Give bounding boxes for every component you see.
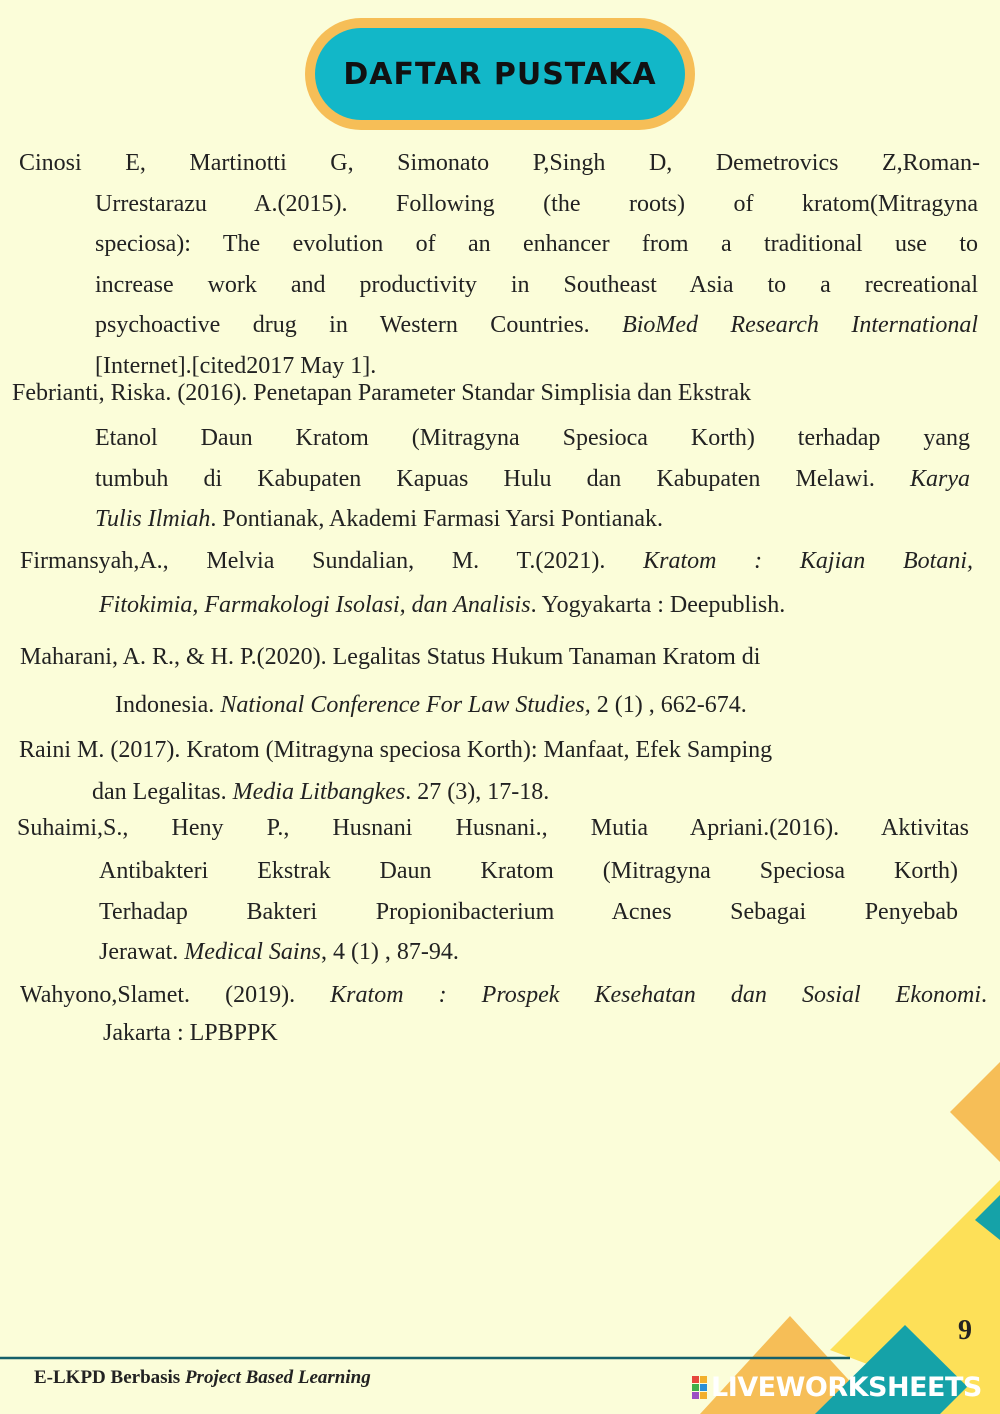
reference-line: dan Legalitas. Media Litbangkes. 27 (3), 17-18. bbox=[92, 779, 550, 805]
footer-label: E-LKPD Berbasis Project Based Learning bbox=[34, 1367, 371, 1388]
reference-item bbox=[0, 541, 1000, 582]
reference-line: Jerawat. Medical Sains, 4 (1) , 87-94. bbox=[99, 939, 459, 965]
reference-item bbox=[0, 975, 1000, 1016]
reference-item bbox=[0, 808, 1000, 849]
reference-item-continued bbox=[0, 1013, 1000, 1054]
reference-item-continued bbox=[0, 685, 1000, 726]
reference-line: Suhaimi,S., Heny P., Husnani Husnani., Mutia Apriani.(2016). Aktivitas bbox=[17, 815, 969, 841]
title-pill bbox=[315, 28, 685, 120]
reference-line: [Internet].[cited2017 May 1]. bbox=[95, 352, 377, 379]
reference-line: Maharani, A. R., & H. P.(2020). Legalitas Status Hukum Tanaman Kratom di bbox=[20, 644, 761, 670]
liveworksheets-brand[interactable] bbox=[692, 1372, 982, 1403]
reference-line: Antibakteri Ekstrak Daun Kratom (Mitragyna Speciosa Korth) bbox=[99, 858, 958, 884]
reference-line: tumbuh di Kabupaten Kapuas Hulu dan Kabupaten Melawi. Karya bbox=[95, 465, 970, 492]
liveworksheets-logo-icon bbox=[692, 1376, 707, 1399]
reference-line: Jakarta : LPBPPK bbox=[103, 1020, 278, 1046]
reference-line: Wahyono,Slamet. (2019). Kratom : Prospek Kesehatan dan Sosial Ekonomi. bbox=[20, 982, 987, 1008]
reference-item bbox=[0, 730, 1000, 771]
reference-item bbox=[0, 373, 1000, 414]
liveworksheets-text: LIVEWORKSHEETS bbox=[711, 1372, 982, 1403]
reference-line: Etanol Daun Kratom (Mitragyna Spesioca Korth) terhadap yang bbox=[95, 425, 970, 451]
reference-item-continued bbox=[0, 418, 1000, 540]
reference-line: Febrianti, Riska. (2016). Penetapan Parameter Standar Simplisia dan Ekstrak bbox=[12, 380, 752, 406]
reference-line: Urrestarazu A.(2015). Following (the roots) of kratom(Mitragyna bbox=[95, 190, 978, 217]
reference-line: Cinosi E, Martinotti G, Simonato P,Singh D, Demetrovics Z,Roman- bbox=[19, 150, 980, 176]
reference-line: Terhadap Bakteri Propionibacterium Acnes Sebagai Penyebab bbox=[99, 898, 958, 925]
reference-item-continued bbox=[0, 851, 1000, 973]
reference-line: speciosa): The evolution of an enhancer from a traditional use to bbox=[95, 231, 978, 257]
reference-line: Tulis Ilmiah. Pontianak, Akademi Farmasi Yarsi Pontianak. bbox=[95, 506, 663, 532]
reference-line: Firmansyah,A., Melvia Sundalian, M. T.(2021). Kratom : Kajian Botani, bbox=[20, 548, 973, 574]
reference-item bbox=[0, 637, 1000, 678]
reference-line: Indonesia. National Conference For Law Studies, 2 (1) , 662-674. bbox=[115, 692, 747, 718]
reference-item-continued bbox=[0, 585, 1000, 626]
reference-line: Fitokimia, Farmakologi Isolasi, dan Analisis. Yogyakarta : Deepublish. bbox=[99, 592, 786, 618]
reference-line: Raini M. (2017). Kratom (Mitragyna speciosa Korth): Manfaat, Efek Samping bbox=[19, 737, 773, 763]
title-banner bbox=[305, 18, 695, 130]
deco-triangle-orange-right bbox=[950, 1062, 1000, 1162]
reference-line: increase work and productivity in Southeast Asia to a recreational bbox=[95, 271, 978, 298]
page-number: 9 bbox=[958, 1315, 972, 1346]
reference-item-continued bbox=[0, 772, 1000, 813]
reference-item bbox=[0, 143, 1000, 386]
page-title: DAFTAR PUSTAKA bbox=[343, 56, 657, 92]
reference-line: psychoactive drug in Western Countries. BioMed Research International bbox=[95, 312, 978, 338]
